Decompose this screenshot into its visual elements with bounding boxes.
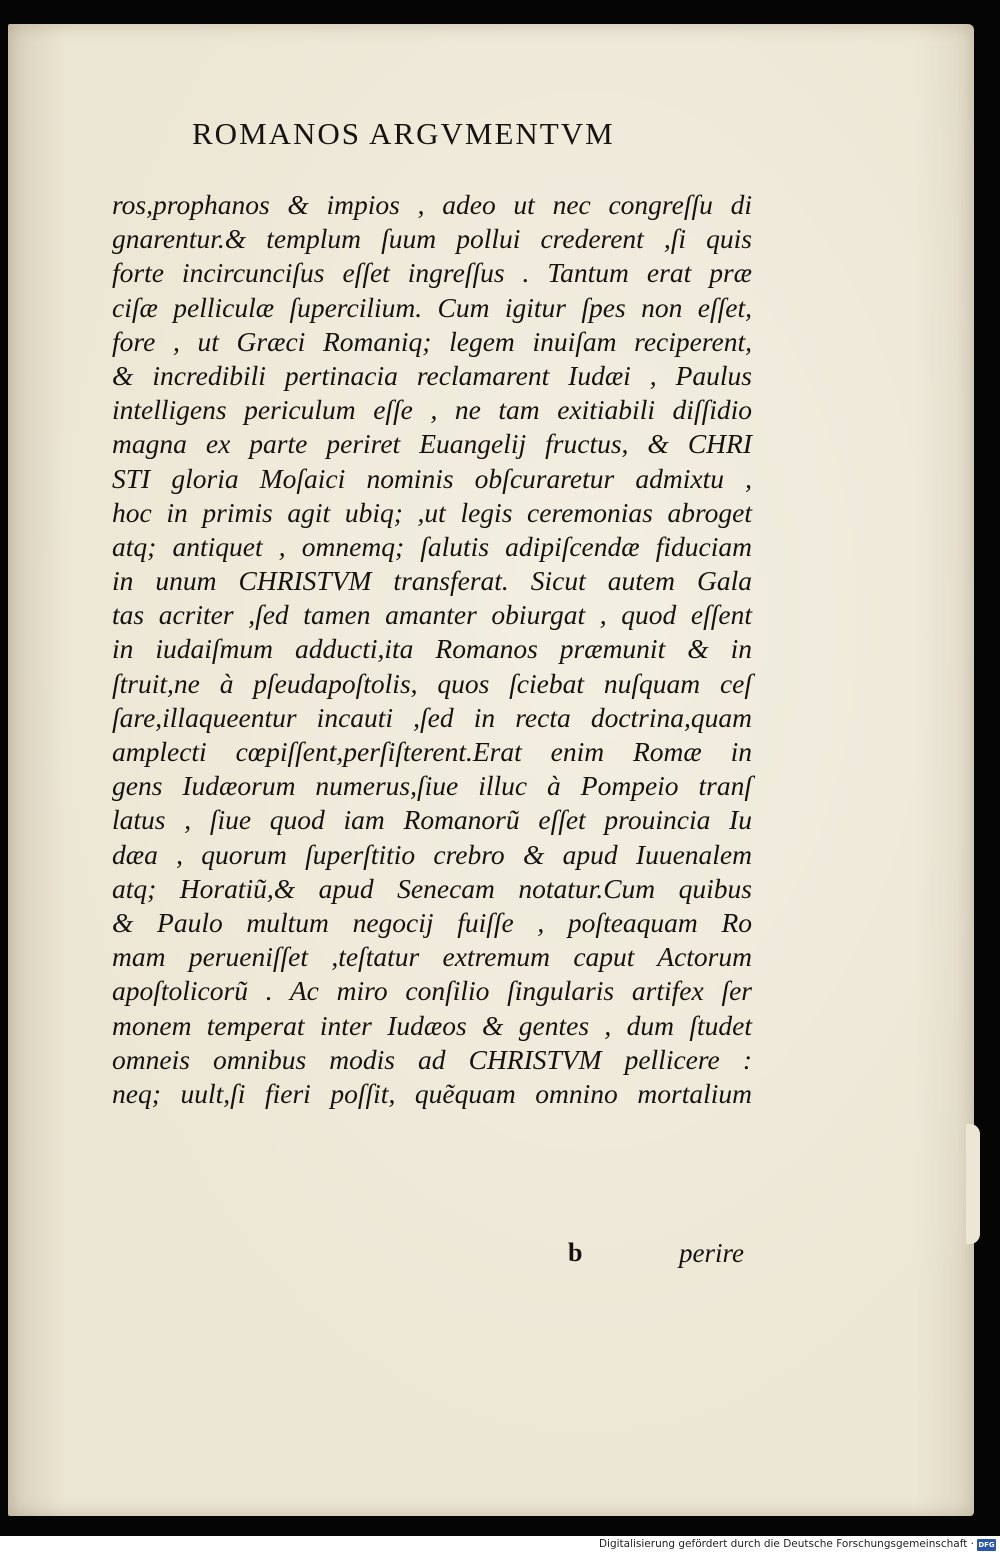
page-foot <box>112 1238 752 1278</box>
text-line: neq; uult,ſi fieri poſſit, quẽquam omnino mortalium <box>112 1077 752 1109</box>
text-line: ſtruit,ne à pſeudapoſtolis, quos ſciebat nuſquam ceſ <box>112 667 752 699</box>
text-line: in iudaiſmum adducti,ita Romanos præmunit & in <box>112 633 752 665</box>
body-text <box>112 188 752 1111</box>
text-line: fore , ut Græci Romaniq; legem inuiſam reciperent, <box>112 325 752 357</box>
running-head: ROMANOS ARGVMENTVM <box>192 116 615 151</box>
text-line: STI gloria Moſaici nominis obſcuraretur admixtu , <box>112 462 752 494</box>
text-line: apoſtolicorũ . Ac miro conſilio ſingularis artifex ſer <box>112 975 752 1007</box>
text-line: ros,prophanos & impios , adeo ut nec congreſſu di <box>112 189 752 220</box>
digitization-credit: Digitalisierung gefördert durch die Deutsche Forschungsgemeinschaft · <box>598 1538 974 1550</box>
text-line: amplecti cœpiſſent,perſiſterent.Erat enim Romæ in <box>112 736 752 767</box>
signature-mark: b <box>568 1238 583 1267</box>
catchword: perire <box>679 1238 744 1268</box>
text-line: & incredibili pertinacia reclamarent Iudæi , Paulus <box>112 359 752 391</box>
text-line: atq; antiquet , omnemq; ſalutis adipiſcendæ fiduciam <box>112 530 752 562</box>
text-line: in unum CHRISTVM transferat. Sicut autem Gala <box>112 565 752 597</box>
text-line: monem temperat inter Iudæos & gentes , dum ſtudet <box>112 1009 752 1041</box>
text-line: mam perueniſſet ,teſtatur extremum caput Actorum <box>112 941 752 973</box>
text-line: & Paulo multum negocij fuiſſe , poſteaquam Ro <box>112 906 752 938</box>
text-line: hoc in primis agit ubiq; ,ut legis ceremonias abroget <box>112 496 752 528</box>
text-line: forte incircunciſus eſſet ingreſſus . Tantum erat præ <box>112 257 752 289</box>
text-line: dæa , quorum ſuperſtitio crebro & apud Iuuenalem <box>112 838 752 870</box>
text-line: magna ex parte periret Euangelij fructus, & CHRI <box>112 428 752 460</box>
text-line: gnarentur.& templum ſuum pollui crederent ,ſi quis <box>112 223 752 255</box>
text-line: latus , ſiue quod iam Romanorũ eſſet prouincia Iu <box>112 804 752 836</box>
text-line: gens Iudæorum numerus,ſiue illuc à Pompeio tranſ <box>112 770 752 802</box>
text-line: intelligens periculum eſſe , ne tam exitiabili diſſidio <box>112 394 752 426</box>
text-line: tas acriter ,ſed tamen amanter obiurgat , quod eſſent <box>112 599 752 631</box>
text-line: ciſæ pelliculæ ſupercilium. Cum igitur ſpes non eſſet, <box>112 291 752 323</box>
dfg-logo-icon: DFG <box>978 1541 995 1549</box>
text-line: ſare,illaqueentur incauti ,ſed in recta doctrina,quam <box>112 701 752 733</box>
text-line: atq; Horatiũ,& apud Senecam notatur.Cum quibus <box>112 872 752 904</box>
text-line: omneis omnibus modis ad CHRISTVM pellicere : <box>112 1043 752 1075</box>
